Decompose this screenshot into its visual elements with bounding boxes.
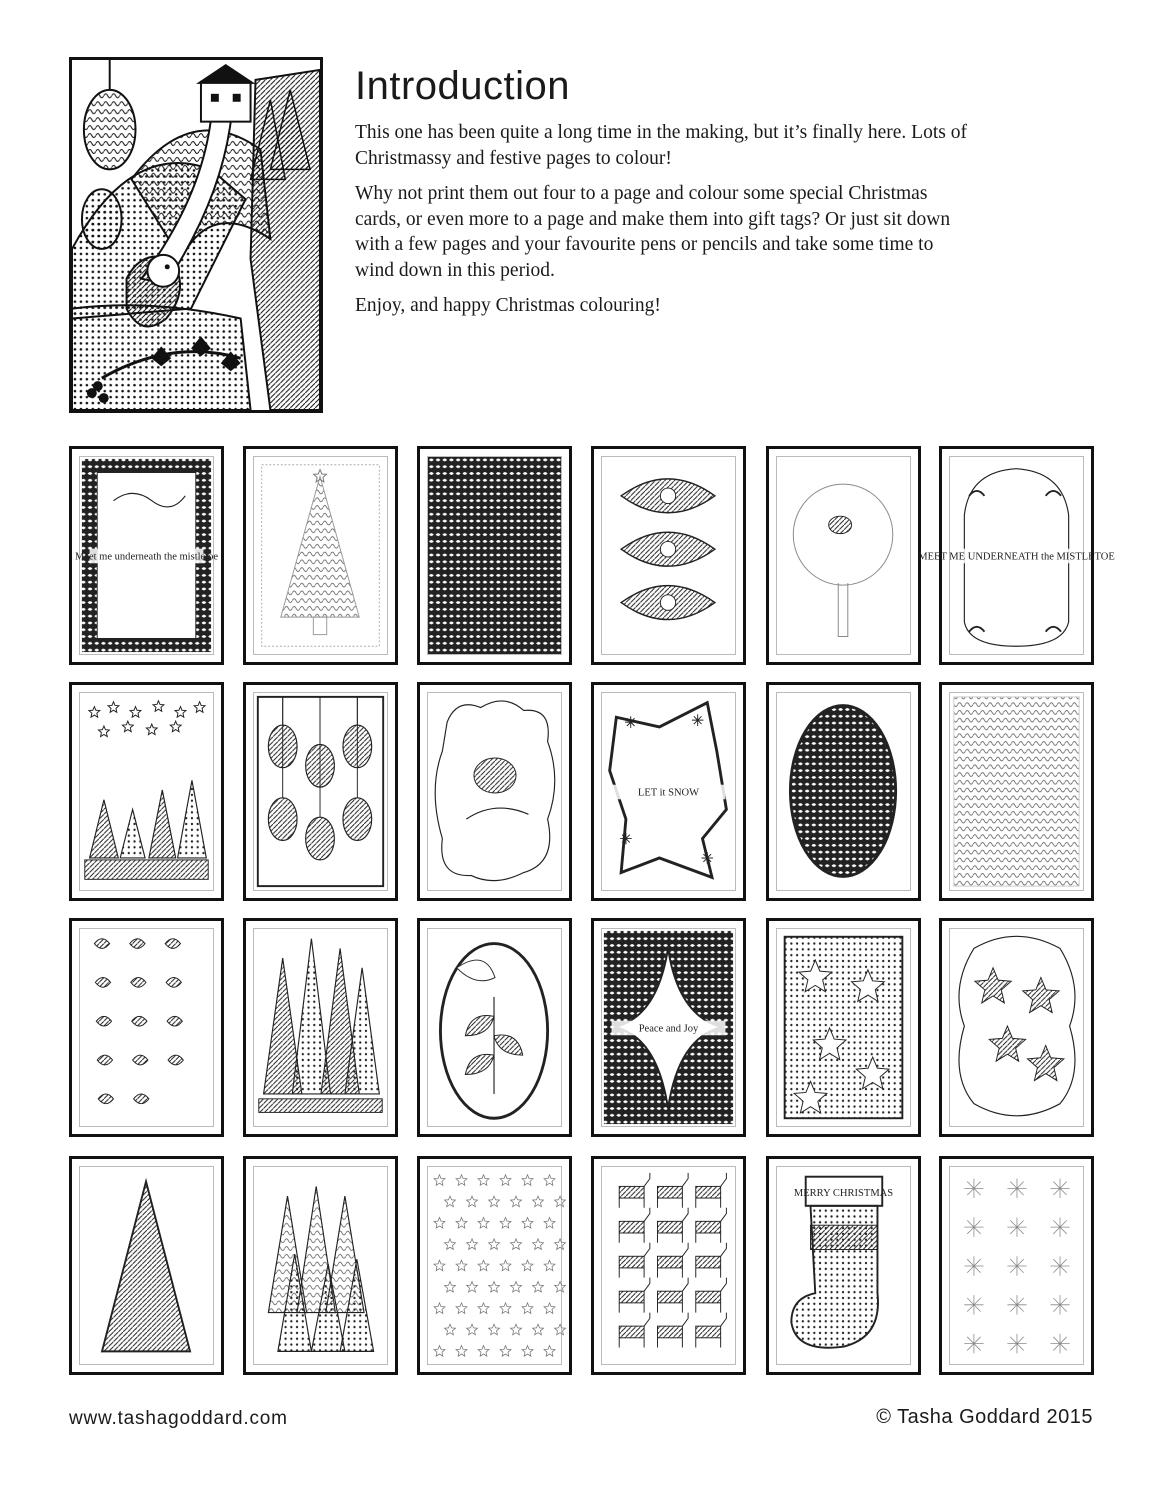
thumbnail-page — [253, 692, 388, 891]
thumbnail-artwork — [777, 457, 910, 654]
thumbnail-artwork — [918, 457, 1115, 654]
introduction-section — [355, 66, 975, 329]
thumbnail-robin-cloud — [417, 682, 572, 901]
intro-title: Introduction — [355, 64, 571, 108]
thumbnail-reindeer-grid — [591, 1156, 746, 1375]
thumbnail-artwork — [80, 929, 213, 1126]
thumbnail-artwork — [777, 1167, 910, 1364]
thumbnail-holly-oval — [417, 918, 572, 1137]
thumbnail-snowflake-pattern — [939, 1156, 1094, 1375]
thumbnail-artwork — [602, 1167, 735, 1364]
thumbnail-stars-pattern — [417, 1156, 572, 1375]
thumbnail-holly-leaves — [69, 918, 224, 1137]
thumbnail-artwork — [428, 1167, 561, 1364]
thumbnail-page — [253, 928, 388, 1127]
thumbnail-page — [601, 1166, 736, 1365]
thumbnail-caption: Peace and Joy — [638, 1023, 699, 1035]
thumbnail-page — [79, 1166, 214, 1365]
thumbnail-stocking — [766, 1156, 921, 1375]
thumbnail-artwork — [777, 693, 910, 890]
thumbnail-frame-text — [69, 446, 224, 665]
thumbnail-artwork — [254, 929, 387, 1126]
thumbnail-caption: MEET ME UNDERNEATH the MISTLETOE — [918, 551, 1115, 563]
thumbnail-artwork — [602, 693, 735, 890]
hero-illustration — [69, 57, 323, 413]
thumbnail-wreath-text — [918, 446, 1115, 665]
thumbnail-artwork — [602, 457, 735, 654]
thumbnail-caption: MERRY CHRISTMAS — [793, 1188, 894, 1200]
intro-paragraph-1: This one has been quite a long time in the making, but it’s finally here. Lots of Christmassy and festive pages to colour! — [355, 122, 967, 169]
thumbnail-baubles-hanging — [243, 682, 398, 901]
thumbnail-artwork — [254, 457, 387, 654]
website-url: www.tashagoddard.com — [69, 1408, 288, 1429]
thumbnail-diamond-text — [591, 918, 746, 1137]
thumbnail-bird-tree — [766, 446, 921, 665]
thumbnail-artwork — [777, 929, 910, 1126]
intro-paragraph-3: Enjoy, and happy Christmas colouring! — [355, 295, 661, 316]
thumbnail-artwork — [74, 457, 219, 654]
thumbnail-oval-ornaments — [766, 682, 921, 901]
thumbnail-artwork — [428, 457, 561, 654]
thumbnail-artwork — [602, 929, 735, 1126]
thumbnail-dark-pattern — [417, 446, 572, 665]
thumbnail-caption: LET it SNOW — [637, 787, 700, 799]
thumbnail-page — [427, 456, 562, 655]
thumbnail-caption: Meet me underneath the mistletoe — [74, 551, 219, 563]
thumbnail-page — [427, 928, 562, 1127]
intro-paragraph-2: Why not print them out four to a page and colour some special Christmas cards, or even more to a page and make them into gift tags? Or just sit down with a few pages and your favourite pens or pencils and take some time to wind down in this period. — [355, 183, 951, 281]
thumbnail-page — [601, 456, 736, 655]
thumbnail-page — [253, 1166, 388, 1365]
thumbnail-artwork — [80, 1167, 213, 1364]
thumbnail-page — [253, 456, 388, 655]
thumbnail-artwork — [428, 693, 561, 890]
thumbnail-light-pattern — [939, 682, 1094, 901]
thumbnail-poinsettia-block — [766, 918, 921, 1137]
thumbnail-page — [601, 928, 736, 1127]
thumbnail-tree-light — [243, 446, 398, 665]
thumbnail-page — [427, 692, 562, 891]
thumbnail-trees-light — [243, 1156, 398, 1375]
thumbnail-page — [949, 1166, 1084, 1365]
thumbnail-single-tree — [69, 1156, 224, 1375]
thumbnail-page — [601, 692, 736, 891]
thumbnail-page — [776, 456, 911, 655]
thumbnail-artwork — [80, 693, 213, 890]
thumbnail-page — [427, 1166, 562, 1365]
thumbnail-snow-burst — [591, 682, 746, 901]
thumbnail-artwork — [428, 929, 561, 1126]
thumbnail-grid — [69, 446, 1115, 1376]
thumbnail-baubles-three — [591, 446, 746, 665]
thumbnail-artwork — [950, 1167, 1083, 1364]
thumbnail-page — [949, 928, 1084, 1127]
thumbnail-artwork — [254, 1167, 387, 1364]
thumbnail-page — [776, 692, 911, 891]
thumbnail-stars-reindeer — [69, 682, 224, 901]
thumbnail-page — [918, 456, 1115, 655]
thumbnail-artwork — [254, 693, 387, 890]
thumbnail-page — [776, 928, 911, 1127]
thumbnail-artwork — [950, 929, 1083, 1126]
thumbnail-page — [949, 692, 1084, 891]
thumbnail-artwork — [950, 693, 1083, 890]
thumbnail-page — [79, 928, 214, 1127]
thumbnail-trees-stripes — [243, 918, 398, 1137]
thumbnail-page — [74, 456, 219, 655]
thumbnail-page — [79, 692, 214, 891]
copyright-notice: © Tasha Goddard 2015 — [876, 1406, 1093, 1428]
thumbnail-poinsettia-cloud — [939, 918, 1094, 1137]
thumbnail-page — [776, 1166, 911, 1365]
